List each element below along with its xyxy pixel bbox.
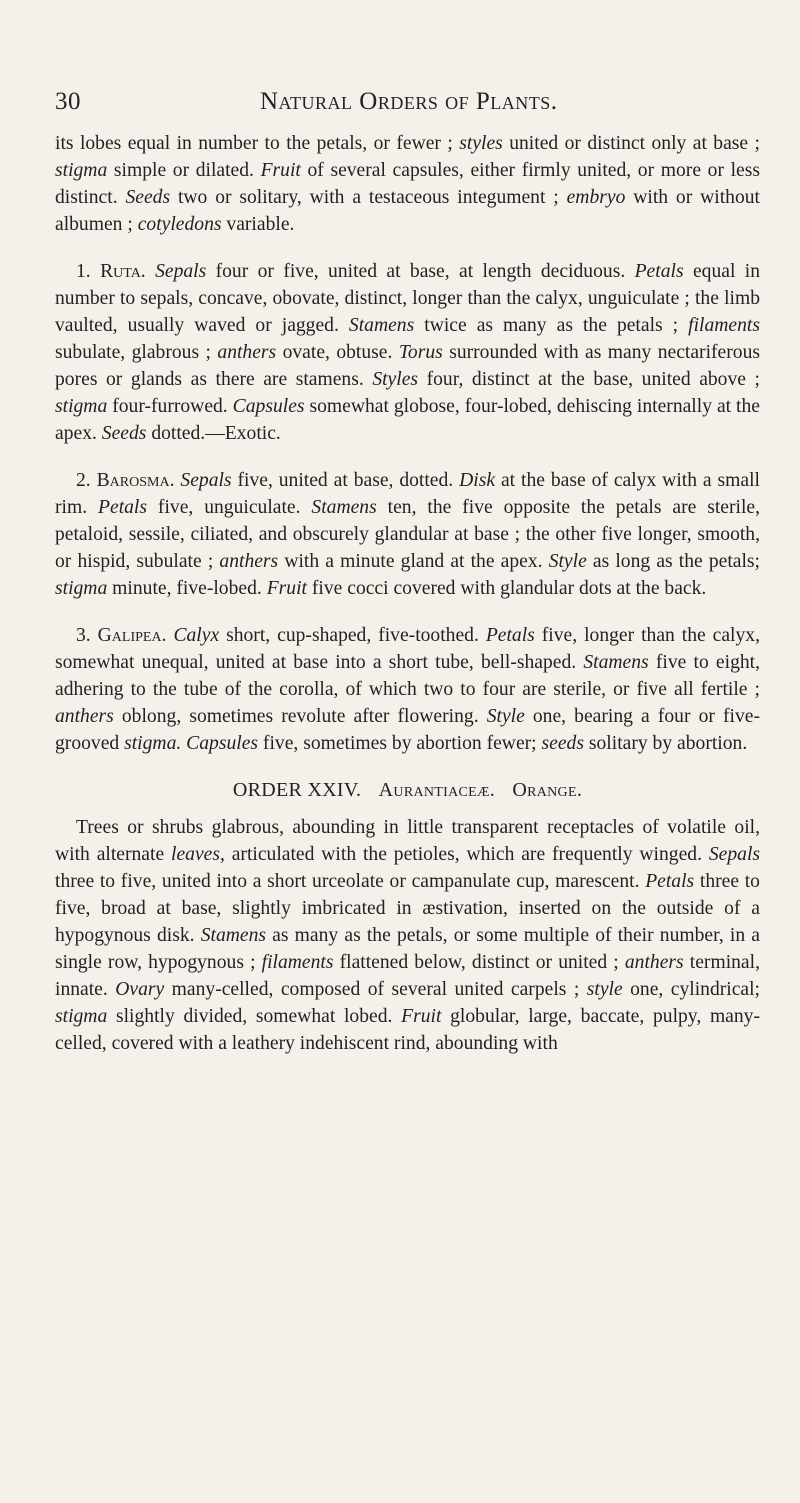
text-run: dotted.—Exotic.: [146, 423, 281, 444]
text-run: one, bearing a four or five-grooved: [55, 706, 760, 754]
header-title: Natural Orders of Plants.: [260, 88, 558, 115]
term-italic: Petals: [645, 871, 695, 892]
text-run: ten, the five opposite the petals are sterile, petaloid, sessile, ciliated, and obscurely glandular at base ; the other five longer, smooth, or hispid, subulate ;: [55, 497, 760, 572]
genus-name: Galipea.: [97, 625, 167, 646]
term-italic: stigma: [55, 578, 108, 599]
term-italic: stigma.: [124, 733, 182, 754]
text-run: two or solitary, with a testaceous integument ;: [170, 187, 567, 208]
text-run: somewhat globose, four-lobed, dehiscing internally at the apex.: [55, 396, 760, 444]
term-italic: filaments: [688, 315, 760, 336]
genus-entry-galipea: [55, 622, 760, 757]
text-run: as long as the petals;: [586, 551, 760, 572]
text-run: 1.: [76, 261, 101, 282]
genus-entry-barosma: [55, 467, 760, 602]
order-description: [55, 814, 760, 1057]
term-italic: leaves,: [171, 844, 225, 865]
term-italic: Style: [548, 551, 587, 572]
text-run: terminal, innate.: [55, 952, 760, 1000]
text-run: short, cup-shaped, five-toothed.: [219, 625, 486, 646]
term-italic: Calyx: [173, 625, 220, 646]
text-run: twice as many as the petals ;: [414, 315, 689, 336]
term-italic: stigma: [55, 160, 108, 181]
term-italic: anthers: [219, 551, 279, 572]
text-run: slightly divided, somewhat lobed.: [107, 1006, 402, 1027]
term-italic: Stamens: [583, 652, 649, 673]
text-run: many-celled, composed of several united carpels ;: [164, 979, 587, 1000]
term-italic: Stamens: [311, 497, 377, 518]
text-run: five, unguiculate.: [147, 497, 312, 518]
text-run: solitary by abortion.: [583, 733, 748, 754]
term-italic: seeds: [541, 733, 584, 754]
order-common-name: Orange.: [512, 779, 583, 801]
text-run: four or five, united at base, at length deciduous.: [206, 261, 635, 282]
term-italic: Fruit: [266, 578, 307, 599]
term-italic: anthers: [55, 706, 114, 727]
text-run: oblong, sometimes revolute after flowering.: [113, 706, 487, 727]
term-italic: anthers: [624, 952, 684, 973]
term-italic: Petals: [485, 625, 535, 646]
order-latin-name: Aurantiaceæ.: [378, 779, 496, 801]
text-run: subulate, glabrous ;: [55, 342, 218, 363]
text-run: at the base of calyx with a small rim.: [55, 470, 760, 518]
text-run: five, longer than the calyx, somewhat unequal, united at base into a short tube, bell-shaped.: [55, 625, 760, 673]
text-run: globular, large, baccate, pulpy, many-celled, covered with a leathery indehiscent rind, abounding with: [55, 1006, 760, 1054]
text-run: five, united at base, dotted.: [231, 470, 460, 491]
running-header: [55, 88, 760, 128]
text-run: united or distinct only at base ;: [502, 133, 760, 154]
text-run: three to five, united into a short urceolate or campanulate cup, marescent.: [55, 871, 646, 892]
term-italic: Styles: [372, 369, 419, 390]
term-italic: filaments: [261, 952, 334, 973]
term-italic: Sepals: [180, 470, 232, 491]
text-run: simple or dilated.: [107, 160, 261, 181]
genus-entry-ruta: [55, 258, 760, 447]
genus-name: Barosma.: [96, 470, 175, 491]
term-italic: embryo: [566, 187, 626, 208]
text-run: Trees or shrubs glabrous, abounding in little transparent receptacles of volatile oil, with alternate: [55, 817, 760, 865]
text-run: its lobes equal in number to the petals, or fewer ;: [55, 133, 460, 154]
term-italic: stigma: [55, 396, 108, 417]
text-run: as many as the petals, or some multiple of their number, in a single row, hypogynous ;: [55, 925, 761, 973]
intro-paragraph: [55, 130, 760, 238]
text-run: one, cylindrical;: [622, 979, 760, 1000]
text-run: flattened below, distinct or united ;: [333, 952, 625, 973]
text-run: four, distinct at the base, united above ;: [418, 369, 760, 390]
order-heading: [55, 779, 760, 802]
text-run: with or without albumen ;: [55, 187, 760, 235]
order-number: ORDER XXIV.: [232, 779, 362, 801]
text-run: of several capsules, either firmly united, or more or less distinct.: [55, 160, 760, 208]
term-italic: Torus: [398, 342, 443, 363]
term-italic: anthers: [217, 342, 277, 363]
term-italic: style: [586, 979, 623, 1000]
term-italic: Style: [486, 706, 525, 727]
text-run: 3.: [76, 625, 98, 646]
term-italic: styles: [459, 133, 503, 154]
term-italic: Stamens: [200, 925, 267, 946]
term-italic: Fruit: [401, 1006, 442, 1027]
term-italic: Fruit: [260, 160, 301, 181]
text-run: minute, five-lobed.: [107, 578, 267, 599]
text-run: four-furrowed.: [107, 396, 233, 417]
text-run: ovate, obtuse.: [276, 342, 399, 363]
term-italic: Seeds: [125, 187, 171, 208]
term-italic: Capsules: [232, 396, 305, 417]
text-run: 2.: [76, 470, 97, 491]
text-run: surrounded with as many nectariferous pores or glands as there are stamens.: [55, 342, 760, 390]
term-italic: Sepals: [708, 844, 761, 865]
page-number: 30: [55, 88, 81, 115]
term-italic: Petals: [98, 497, 148, 518]
term-italic: Ovary: [115, 979, 165, 1000]
term-italic: Disk: [459, 470, 496, 491]
term-italic: Stamens: [348, 315, 415, 336]
text-run: [146, 261, 155, 282]
term-italic: cotyledons: [137, 214, 222, 235]
text-run: equal in number to sepals, concave, obovate, distinct, longer than the calyx, unguiculate ; the limb vaulted, usually waved or jagged.: [55, 261, 760, 336]
term-italic: Petals: [634, 261, 684, 282]
text-run: three to five, broad at base, slightly imbricated in æstivation, inserted on the outside of a hypogynous disk.: [55, 871, 760, 946]
text-run: five, sometimes by abortion fewer;: [258, 733, 542, 754]
text-run: variable.: [221, 214, 295, 235]
text-run: five cocci covered with glandular dots at the back.: [306, 578, 707, 599]
term-italic: Capsules: [186, 733, 259, 754]
text-run: with a minute gland at the apex.: [278, 551, 549, 572]
text-run: five to eight, adhering to the tube of the corolla, of which two to four are sterile, or five all fertile ;: [55, 652, 761, 700]
genus-name: Ruta.: [100, 261, 146, 282]
term-italic: Sepals: [155, 261, 207, 282]
text-run: articulated with the petioles, which are frequently winged.: [224, 844, 709, 865]
term-italic: Seeds: [101, 423, 147, 444]
term-italic: stigma: [55, 1006, 108, 1027]
